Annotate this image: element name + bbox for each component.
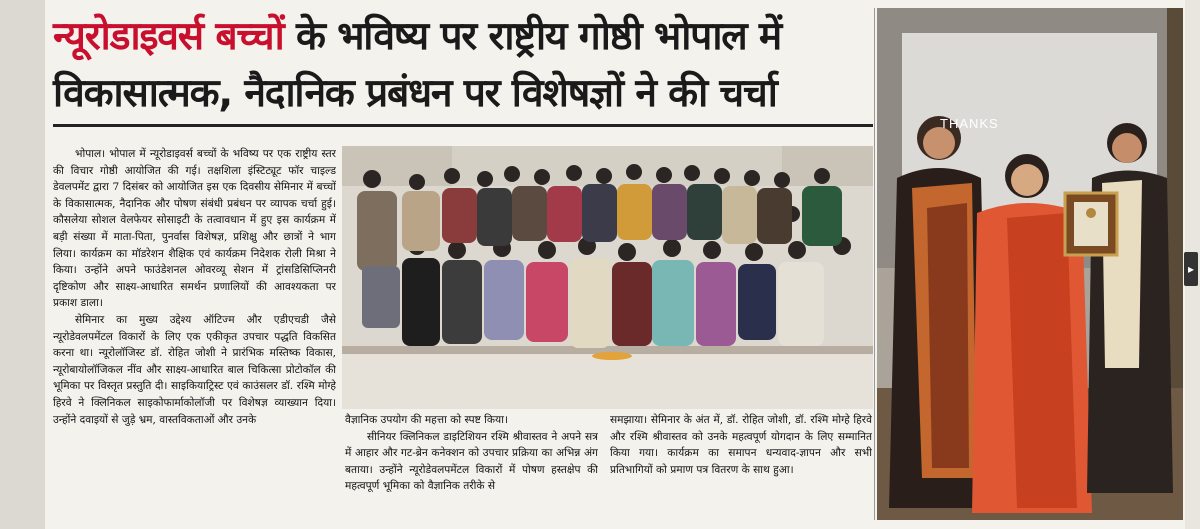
- headline-rule: [53, 124, 873, 127]
- left-margin-strip: [0, 0, 45, 529]
- article-paragraph: वैज्ञानिक उपयोग की महत्ता को स्पष्ट किया।: [345, 414, 508, 426]
- article-column-2: [345, 412, 598, 524]
- headline-highlight: न्यूरोडाइवर्स बच्चों: [53, 14, 284, 59]
- headline: [53, 8, 873, 122]
- group-photo: [342, 146, 873, 409]
- headline-line-1: [53, 8, 873, 65]
- article-column-3: [610, 412, 872, 524]
- next-page-button[interactable]: [1184, 252, 1198, 286]
- headline-line-1-rest: के भविष्य पर राष्ट्रीय गोष्ठी भोपाल में: [295, 14, 781, 59]
- award-photo-illustration: [877, 8, 1183, 520]
- article-paragraph: समझाया। सेमिनार के अंत में, डॉ. रोहित जोशी, डॉ. रश्मि मोग्हे हिरवे और रश्मि श्रीवास्तव को उनके महत्वपूर्ण योगदान के लिए सम्मानित किया गया। कार्यक्रम का समापन धन्यवाद-ज्ञापन और सभी प्रतिभागियों को प्रमाण पत्र वितरण के साथ हुआ।: [610, 414, 872, 476]
- article-paragraph: भोपाल। भोपाल में न्यूरोडाइवर्स बच्चों के भविष्य पर एक राष्ट्रीय स्तर की विचार गोष्ठी आयोजित की गई। तक्षशिला इंस्टिट्यूट फॉर चाइल्ड डेवलपमेंट द्वारा 7 दिसंबर को आयोजित इस एक दिवसीय सेमिनार में बच्चों के विकासात्मक, नैदानिक और पोषण संबंधी प्रबंधन पर व्यापक चर्चा हुई। कौसलेया सोशल वेलफेयर सोसाइटी के तत्वावधान में हुए इस कार्यक्रम में बड़ी संख्या में माता-पिता, पुनर्वास विशेषज्ञ, प्रशिक्षु और छात्रों ने भाग लिया। कार्यक्रम का मॉडरेशन शैक्षिक एवं कार्यक्रम निदेशक रोली मिश्रा ने किया। उन्होंने अपने फाउंडेशनल ओवरव्यू सेशन में ट्रांसडिसिप्लिनरी दृष्टिकोण और साक्ष्य-आधारित समर्थन प्रणालियों की आवश्यकता पर प्रकाश डाला।: [53, 148, 336, 310]
- screen-text: THANKS: [940, 116, 999, 131]
- column-divider: [874, 8, 875, 520]
- group-photo-illustration: [342, 146, 873, 409]
- chevron-right-icon: ▸: [1187, 262, 1195, 276]
- award-photo: [877, 8, 1183, 520]
- article-paragraph: सीनियर क्लिनिकल डाइटिशियन रश्मि श्रीवास्तव ने अपने सत्र में आहार और गट-ब्रेन कनेक्शन को उपचार प्रक्रिया का अभिन्न अंग बताया। उन्होंने न्यूरोडेवलपमेंटल विकारों में पोषण हस्तक्षेप की महत्वपूर्ण भूमिका को वैज्ञानिक तरीके से: [345, 430, 598, 493]
- article-paragraph: सेमिनार का मुख्य उद्देश्य ऑटिज्म और एडीएचडी जैसे न्यूरोडेवलपमेंटल विकारों के लिए एक एकीकृत उपचार पद्धति विकसित करना था। न्यूरोलॉजिस्ट डॉ. रोहित जोशी ने प्रारंभिक मस्तिष्क विकास, न्यूरोबायोलॉजिकल नींव और साक्ष्य-आधारित बाल चिकित्सा प्रोटोकॉल की भूमिका पर विस्तृत प्रस्तुति दी। साइकियाट्रिस्ट एवं काउंसलर डॉ. रश्मि मोग्हे हिरवे ने क्लिनिकल साइकोफार्माकोलॉजी पर विशेषज्ञ व्याख्यान दिया। उन्होंने दवाइयों से जुड़े भ्रम, वास्तविकताओं और उनके: [53, 313, 336, 426]
- newspaper-clipping: [45, 0, 1185, 529]
- headline-line-2: विकासात्मक, नैदानिक प्रबंधन पर विशेषज्ञों ने की चर्चा: [53, 71, 777, 116]
- article-column-1: [53, 146, 336, 522]
